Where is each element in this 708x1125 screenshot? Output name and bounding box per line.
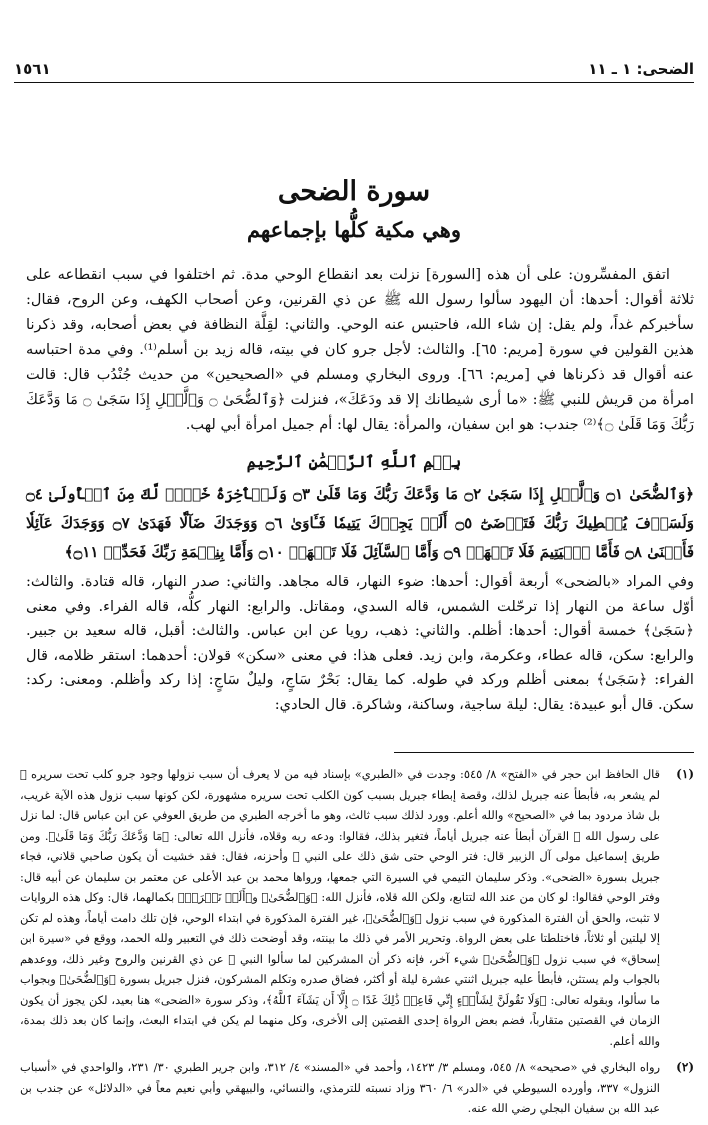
surah-heading [0, 176, 708, 242]
footnote-item [20, 1057, 694, 1119]
quran-verses [26, 480, 694, 567]
intro-text [26, 262, 694, 437]
surah-title: سورة الضحى [277, 176, 431, 207]
tafsir-text [26, 570, 694, 717]
footnote-number: (٢) [676, 1060, 694, 1074]
footnote-number: (١) [676, 767, 694, 781]
running-header [14, 56, 694, 83]
footnote-text: رواه البخاري في «صحيحه» ٨/ ٥٤٥، ومسلم ٣/ ١٤٢٣، وأحمد في «المسند» ٤/ ٣١٢، وابن جرير الطبري ٣٠/ ٢٣١، والواحدي في «أسباب النزول» ٣٣٧، وأورده السيوطي في «الدر» ٦/ ٣٦٠ وزاد نسبته للترمذي، والنسائي، والبيهقي وأبي نعيم معاً في «الدلائل» عن جندب بن عبد الله بن سفيان البجلي رضي الله عنه. [20, 1060, 660, 1115]
footnote-item [20, 764, 694, 1051]
surah-subtitle: وهي مكية كلُّها بإجماعهم [246, 217, 462, 242]
footnote-separator [394, 752, 694, 753]
page-number: ١٥٦١ [14, 60, 51, 78]
tafsir-paragraph: وفي المراد «بالضحى» أربعة أقوال: أحدها: ضوء النهار، قاله مجاهد. والثاني: صدر النهار، قاله قتادة. والثالث: أوّل ساعة من النهار إذا ترحّلت الشمس، قاله السدي، ومقاتل. والرابع: النهار كلُّه، قاله الفراء. وفي معنى ﴿سَجَىٰ﴾ خمسة أقوال: أحدها: أظلم. والثاني: ذهب، رويا عن ابن عباس. والثالث: أقبل، قاله سعيد بن جبير. والرابع: سكن، قاله عطاء، وعكرمة، وابن زيد. فعلى هذا: في معنى «سكن» قولان: أحدهما: استقر ظلامه، قال الفراء: ﴿سَجَىٰ﴾ بمعنى أظلم وركد في طوله. كما يقال: بَحْرٌ سَاجٍ، وليلٌ سَاجٍ: إذا ركد وأظلم. ومعنى: ركد: سكن. قال أبو عبيدة: يقال: ليلة ساجية، وساكنة، وشاكرة. قال الحادي: [26, 573, 694, 713]
footnotes [20, 764, 694, 1125]
quran-text: ﴿وَٱلضُّحَىٰ ۝١ وَٱلَّيۡلِ إِذَا سَجَىٰ ۝٢ مَا وَدَّعَكَ رَبُّكَ وَمَا قَلَىٰ ۝٣ وَلَلۡأٓخِرَةُ خَيۡرٞ لَّكَ مِنَ ٱلۡأُولَىٰ ۝٤ وَلَسَوۡفَ يُعۡطِيكَ رَبُّكَ فَتَرۡضَىٰٓ ۝٥ أَلَمۡ يَجِدۡكَ يَتِيمٗا فَـَٔاوَىٰ ۝٦ وَوَجَدَكَ ضَآلّٗا فَهَدَىٰ ۝٧ وَوَجَدَكَ عَآئِلٗا فَأَغۡنَىٰ ۝٨ فَأَمَّا ٱلۡيَتِيمَ فَلَا تَقۡهَرۡ ۝٩ وَأَمَّا ٱلسَّآئِلَ فَلَا تَنۡهَرۡ ۝١٠ وَأَمَّا بِنِعۡمَةِ رَبِّكَ فَحَدِّثۡ ۝١١﴾ [26, 485, 694, 561]
basmala: بِسۡمِ ٱللَّهِ ٱلرَّحۡمَٰنِ ٱلرَّحِيمِ [246, 452, 462, 471]
intro-paragraph: اتفق المفسِّرون: على أن هذه [السورة] نزلت بعد انقطاع الوحي مدة. ثم اختلفوا في سبب انقطاعه على ثلاثة أقوال: أحدها: أن اليهود سألوا رسول الله ﷺ عن ذي القرنين، وعن أصحاب الكهف، وعن الروح، فقال: سأخبركم غداً، ولم يقل: إن شاء الله، فاحتبس عنه الوحي. والثاني: لقِلَّة النظافة في بعض أصحابه، وقد ذكرنا هذين القولين في سورة [مريم: ٦٥]. والثالث: لأجل جرو كان في بيته، قاله زيد بن أسلم⁽¹⁾. وفي مدة احتباسه عنه أقوال قد ذكرناها في [مريم: ٦٦]. وروى البخاري ومسلم في «الصحيحين» من حديث جُنْدُب قال: قالت امرأة من قريش للنبي ﷺ: «ما أرى شيطانك إلا قد ودَعَكَ»، فنزلت ﴿وَٱلضُّحَىٰ ۝ وَٱلَّيۡلِ إِذَا سَجَىٰ ۝ مَا وَدَّعَكَ رَبُّكَ وَمَا قَلَىٰ ۝﴾⁽²⁾ جندب: هو ابن سفيان، والمرأة: يقال لها: أم جميل امرأة أبي لهب. [26, 266, 695, 433]
section-reference: الضحى: ١ ـ ١١ [588, 60, 694, 78]
footnote-text: قال الحافظ ابن حجر في «الفتح» ٨/ ٥٤٥: وجدت في «الطبري» بإسناد فيه من لا يعرف أن سبب نزولها وجود جرو كلب تحت سريره ﷺ لم يشعر به، فأبطأ عنه جبريل لذلك، وقصة إبطاء جبريل بسبب كون الكلب تحت سريره مشهورة، لكن كونها سبب نزول هذه الآية غريب، بل شاذ مردود بما في «الصحيح» والله أعلم. وورد لذلك سبب ثالث، وهو ما أخرجه الطبري من طريق العوفي عن ابن عباس قال: لما نزل على رسول الله ﷺ القرآن أبطأ عنه جبريل أياماً، فتغير بذلك، فقالوا: ودعه ربه وقلاه، فأنزل الله تعالى: ﴿مَا وَدَّعَكَ رَبُّكَ وَمَا قَلَىٰ﴾. ومن طريق إسماعيل مولى آل الزبير قال: فتر الوحي حتى شق ذلك على النبي ﷺ وأحزنه، فقال: فقد خشيت أن يكون صاحبي قلاني، فجاء جبريل بسورة «الضحى». وذكر سليمان التيمي في السيرة التي جمعها، ورواها محمد بن عبد الأعلى عن معتمر بن سليمان عن أبيه قال: وفتر الوحي فقالوا: لو كان من عند الله لتتابع، ولكن الله قلاه، فأنزل الله: ﴿وَٱلضُّحَىٰ﴾ و﴿أَلَمۡ نَشۡرَحۡ﴾ بكمالهما، قال: وكل هذه الروايات لا تثبت، والحق أن الفترة المذكورة في سبب نزول ﴿وَٱلضُّحَىٰ﴾، غير الفترة المذكورة في ابتداء الوحي، فإن تلك دامت أياماً، وهذه لم تكن إلا ليلتين أو ثلاثاً، فاختلطتا على بعض الرواة. وتحرير الأمر في ذلك ما بينته، وقد أوضحت ذلك في التعبير ولله الحمد، ووقع في «سيرة ابن إسحاق» في سبب نزول ﴿وَٱلضُّحَىٰ﴾ شيء آخر، فإنه ذكر أن المشركين لما سألوا النبي ﷺ عن ذي القرنين والروح وغير ذلك، ووعدهم بالجواب ولم يستثن، فأبطأ عليه جبريل اثنتي عشرة ليلة أو أكثر، فضاق صدره وتكلم المشركون، فنزل جبريل بسورة ﴿وَٱلضُّحَىٰ﴾ وبجواب ما سألوا، وبقوله تعالى: ﴿وَلَا تَقُولَنَّ لِشَاْيۡءٍ إِنِّي فَاعِلٞ ذَٰلِكَ غَدًا ۝ إِلَّآ أَن يَشَآءَ ٱللَّهُ﴾، وذكر سورة «الضحى» هنا بعيد، لكن يجوز أن يكون الزمان في القصتين متقارباً، فضم بعض الرواة إحدى القصتين إلى الأخرى، وكل منهما لم يكن في ابتداء البعث، وإنما كان بعد ذلك بمدة، والله أعلم. [20, 767, 661, 1048]
